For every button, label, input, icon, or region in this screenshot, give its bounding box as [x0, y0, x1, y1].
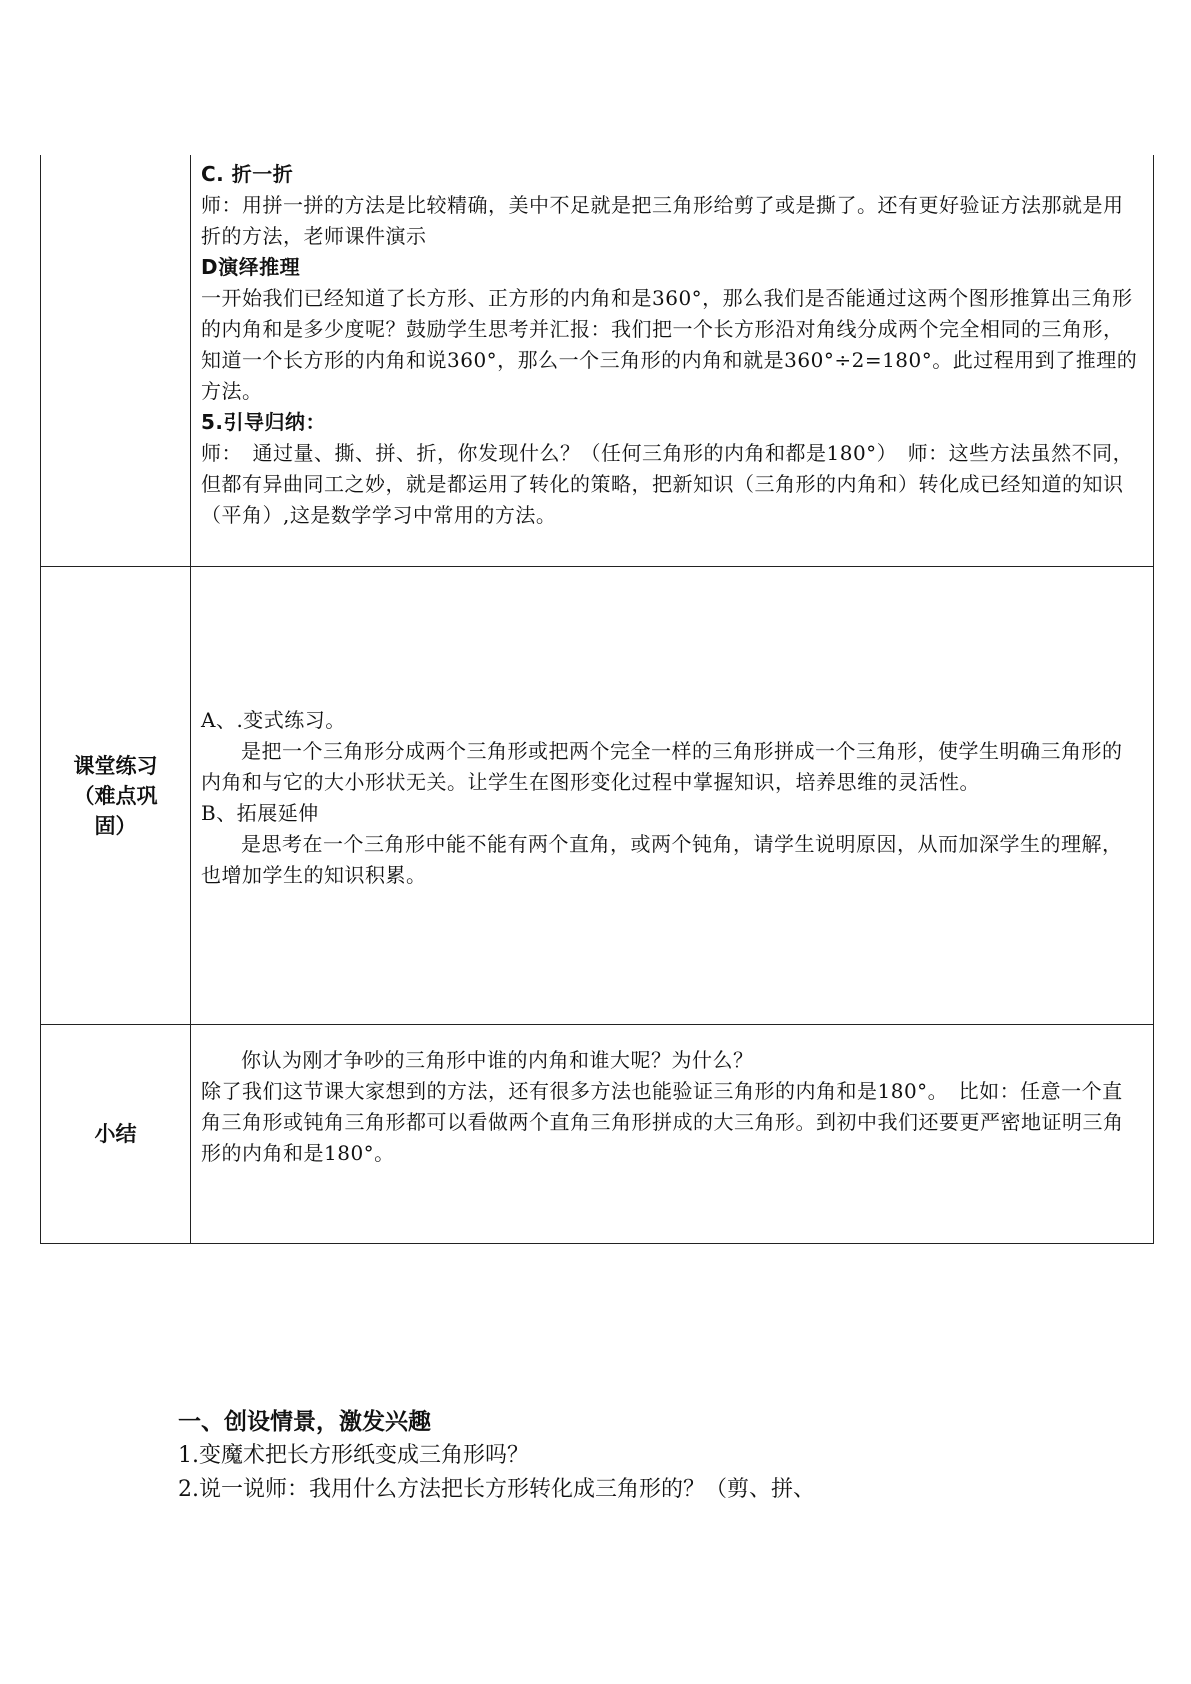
paragraph-summary: 师： 通过量、撕、拼、折，你发现什么？（任何三角形的内角和都是180°） 师：这些方法虽然不同，但都有异曲同工之妙，就是都运用了转化的策略，把新知识（三角形的内角和）转化成已经知道的知识（平角）,这是数学学习中常用的方法。 — [201, 441, 1134, 527]
lesson-plan-table — [40, 155, 1154, 1244]
paragraph-deduction: 一开始我们已经知道了长方形、正方形的内角和是360°，那么我们是否能通过这两个图形推算出三角形的内角和是多少度呢？鼓励学生思考并汇报：我们把一个长方形沿对角线分成两个完全相同的三角形，知道一个长方形的内角和说360°，那么一个三角形的内角和就是360°÷2=180°。此过程用到了推理的方法。 — [201, 286, 1138, 403]
table-row-summary — [41, 1025, 1154, 1244]
row-content-methods — [191, 155, 1154, 567]
subheading-fold: C. 折一折 — [201, 162, 294, 186]
section-item-2: 2.说一说师：我用什么方法把长方形转化成三角形的？（剪、拼、 — [178, 1477, 815, 1502]
row-label: 小结 — [94, 1122, 137, 1146]
section-item-1: 1.变魔术把长方形纸变成三角形吗？ — [178, 1443, 529, 1468]
paragraph-question: 你认为刚才争吵的三角形中谁的内角和谁大呢？为什么？ — [241, 1048, 754, 1072]
row-label-practice — [41, 567, 191, 1025]
subheading-deduction: D演绎推理 — [201, 255, 301, 279]
row-label-empty — [41, 155, 191, 567]
table-row-practice — [41, 567, 1154, 1025]
paragraph-conclusion: 除了我们这节课大家想到的方法，还有很多方法也能验证三角形的内角和是180°。 比如：任意一个直角三角形或钝角三角形都可以看做两个直角三角形拼成的大三角形。到初中我们还要更严密地证明三角形的内角和是180°。 — [201, 1079, 1124, 1165]
intro-section — [178, 1405, 1078, 1507]
row-label-summary — [41, 1025, 191, 1244]
subheading-variation: A、.变式练习。 — [201, 707, 346, 732]
subheading-extension: B、拓展延伸 — [201, 800, 319, 825]
paragraph-variation: 是把一个三角形分成两个三角形或把两个完全一样的三角形拼成一个三角形，使学生明确三角形的内角和与它的大小形状无关。让学生在图形变化过程中掌握知识，培养思维的灵活性。 — [201, 738, 1123, 794]
section-heading: 一、创设情景，激发兴趣 — [178, 1409, 431, 1435]
subheading-summary: 5.引导归纳： — [201, 410, 327, 434]
paragraph-fold: 师：用拼一拼的方法是比较精确，美中不足就是把三角形给剪了或是撕了。还有更好验证方法那就是用折的方法，老师课件演示 — [201, 193, 1124, 248]
row-content-summary — [191, 1025, 1154, 1244]
row-content-practice — [191, 567, 1154, 1025]
paragraph-extension: 是思考在一个三角形中能不能有两个直角，或两个钝角，请学生说明原因，从而加深学生的理解，也增加学生的知识积累。 — [201, 831, 1123, 887]
table-row-method-folding — [41, 155, 1154, 567]
row-label: 课堂练习（难点巩固） — [73, 753, 158, 838]
